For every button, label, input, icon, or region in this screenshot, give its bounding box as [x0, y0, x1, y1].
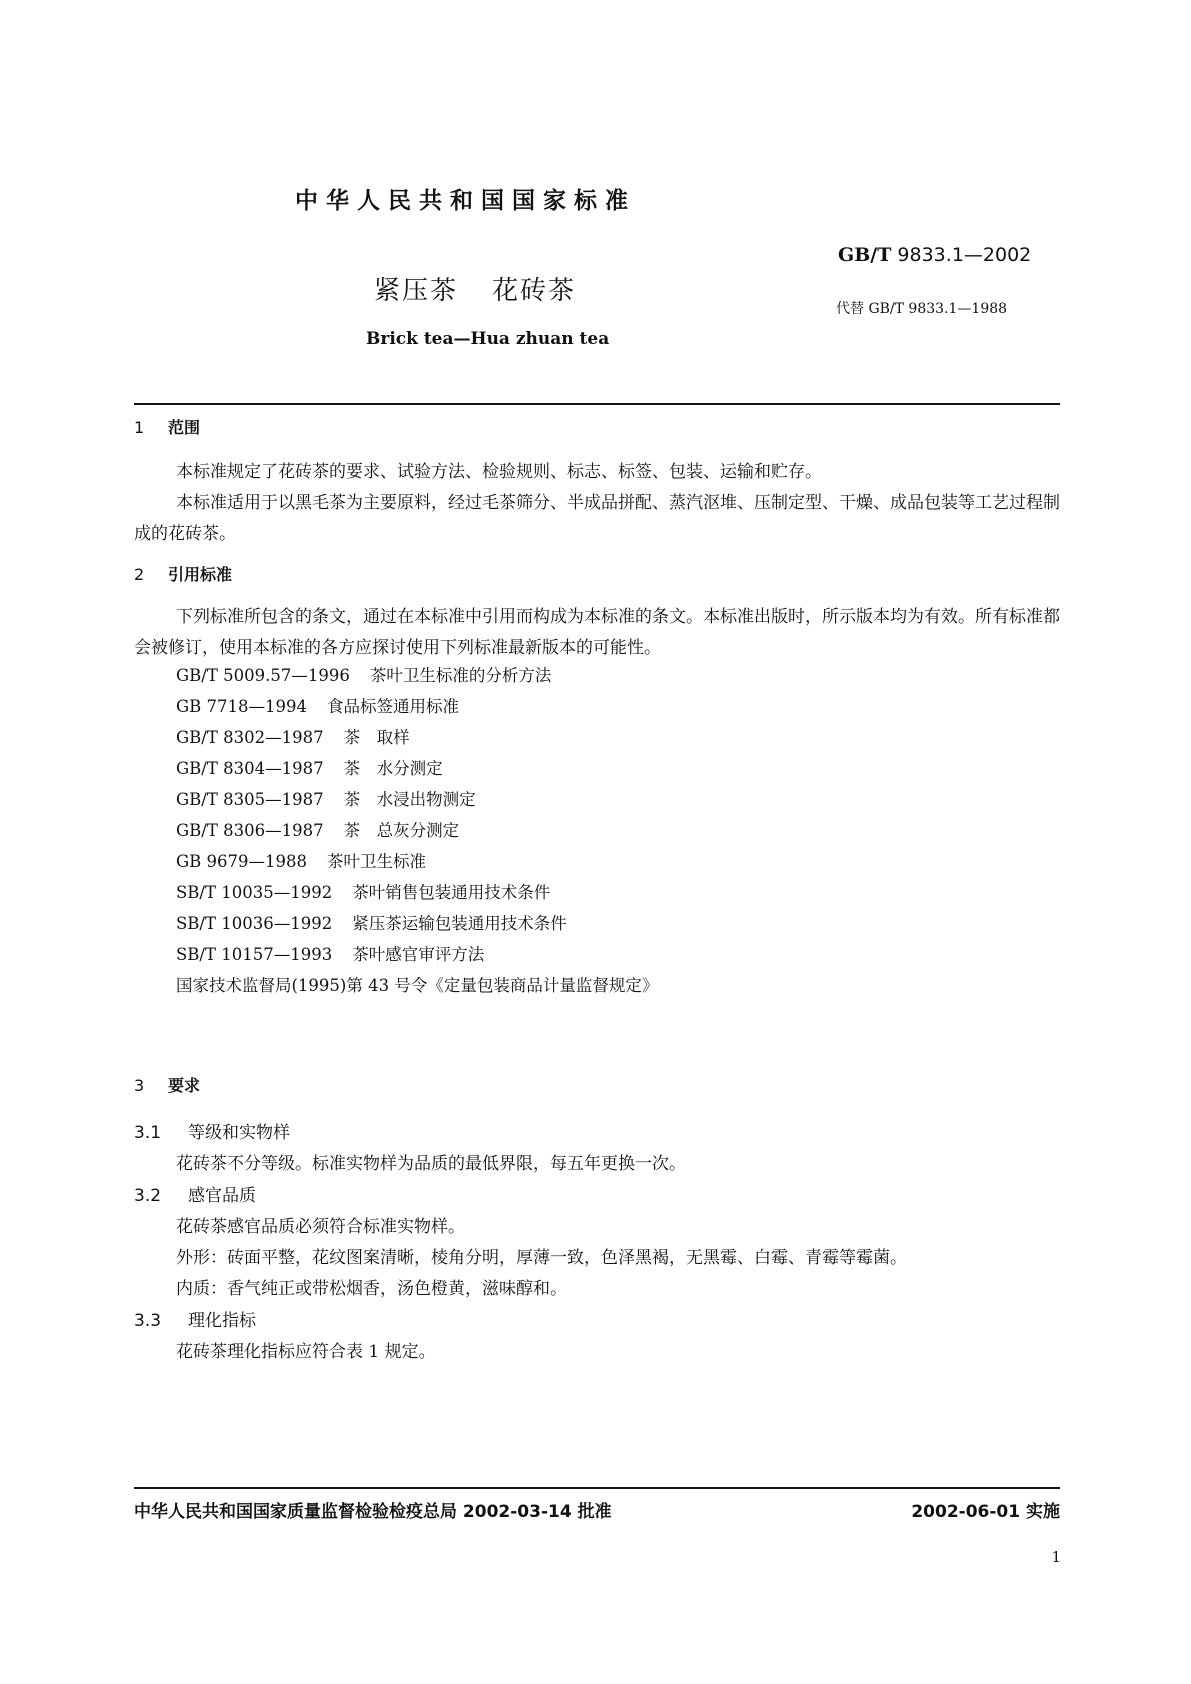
reference-item: GB/T 8305—1987 茶 水浸出物测定 [176, 790, 476, 809]
subsection-3-2-heading: 3.2 感官品质 [134, 1186, 256, 1206]
subsection-3-3-heading: 3.3 理化指标 [134, 1311, 256, 1331]
code-prefix: GB/T [838, 244, 892, 266]
section-2-para-1: 下列标准所包含的条文，通过在本标准中引用而构成为本标准的条文。本标准出版时，所示版本均为有效。所有标准都会被修订，使用本标准的各方应探讨使用下列标准最新版本的可能性。 [134, 607, 1060, 658]
implementation-date: 2002-06-01 实施 [911, 1502, 1060, 1522]
subsection-3-2-line-2: 外形：砖面平整，花纹图案清晰，棱角分明，厚薄一致，色泽黑褐，无黑霉、白霉、青霉等霉菌。 [176, 1248, 907, 1268]
reference-item: GB 7718—1994 食品标签通用标准 [176, 697, 460, 716]
national-standard-title: 中华人民共和国国家标准 [295, 188, 636, 214]
section-1-para-1: 本标准规定了花砖茶的要求、试验方法、检验规则、标志、标签、包装、运输和贮存。 [176, 462, 822, 482]
reference-item: SB/T 10036—1992 紧压茶运输包装通用技术条件 [176, 914, 567, 933]
section-1-heading: 1 范围 [134, 418, 201, 437]
standard-code [838, 244, 1031, 266]
reference-item: GB/T 8304—1987 茶 水分测定 [176, 759, 443, 778]
section-2-heading: 2 引用标准 [134, 565, 233, 584]
title-part-a: 紧压茶 [374, 276, 459, 306]
approval-statement: 中华人民共和国国家质量监督检验检疫总局 2002-03-14 批准 [134, 1502, 612, 1522]
code-number: 9833.1—2002 [897, 244, 1032, 266]
document-title-en: Brick tea—Hua zhuan tea [366, 329, 610, 349]
section-3-heading: 3 要求 [134, 1076, 201, 1095]
page-number: 1 [1051, 1548, 1061, 1566]
reference-item: GB/T 8306—1987 茶 总灰分测定 [176, 821, 460, 840]
subsection-3-1-heading: 3.1 等级和实物样 [134, 1123, 290, 1143]
footer-divider [134, 1487, 1060, 1489]
reference-item: GB/T 8302—1987 茶 取样 [176, 728, 410, 747]
section-1-para-2: 本标准适用于以黑毛茶为主要原料，经过毛茶筛分、半成品拼配、蒸汽沤堆、压制定型、干燥、成品包装等工艺过程制成的花砖茶。 [134, 493, 1060, 544]
decree-reference: 国家技术监督局(1995)第 43 号令《定量包装商品计量监督规定》 [176, 976, 659, 995]
reference-item: SB/T 10035—1992 茶叶销售包装通用技术条件 [176, 883, 551, 902]
reference-item: GB 9679—1988 茶叶卫生标准 [176, 852, 427, 871]
subsection-3-3-text: 花砖茶理化指标应符合表 1 规定。 [176, 1342, 436, 1362]
title-part-b: 花砖茶 [492, 276, 577, 306]
subsection-3-2-line-3: 内质：香气纯正或带松烟香，汤色橙黄，滋味醇和。 [176, 1279, 567, 1299]
document-title-cn [374, 270, 576, 307]
reference-item: SB/T 10157—1993 茶叶感官审评方法 [176, 945, 485, 964]
reference-item: GB/T 5009.57—1996 茶叶卫生标准的分析方法 [176, 666, 552, 685]
replaces-note: 代替 GB/T 9833.1—1988 [836, 301, 1008, 317]
subsection-3-2-line-1: 花砖茶感官品质必须符合标准实物样。 [176, 1217, 465, 1237]
subsection-3-1-text: 花砖茶不分等级。标准实物样为品质的最低界限，每五年更换一次。 [176, 1154, 686, 1174]
header-divider [134, 403, 1060, 405]
